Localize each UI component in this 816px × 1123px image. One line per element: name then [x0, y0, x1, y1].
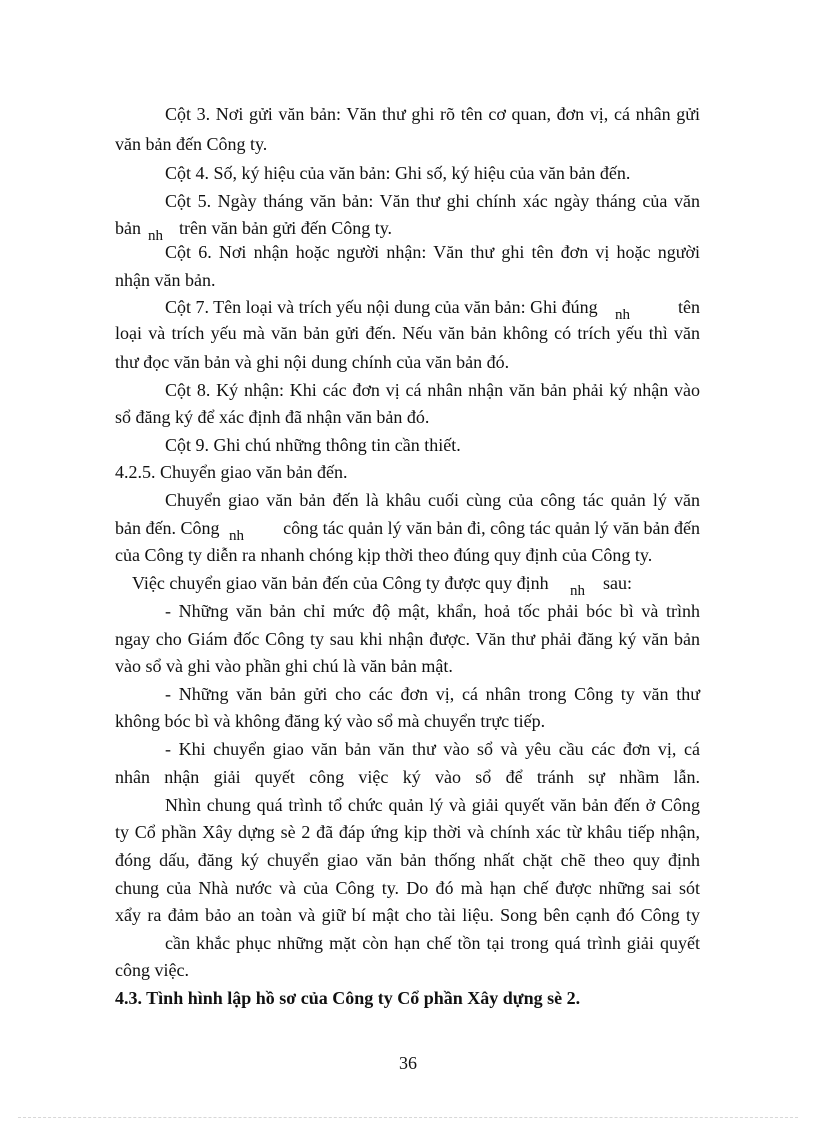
- artifact-glyph: nh: [229, 528, 244, 544]
- text-line: nhận văn bản.: [115, 270, 216, 290]
- text-line: Cột 6. Nơi nhận hoặc người nhận: Văn thư ghi tên đơn vị hoặc người: [165, 242, 700, 262]
- text-line: - Những văn bản gửi cho các đơn vị, cá nhân trong Công ty văn thư: [165, 684, 700, 704]
- text-line: chung của Nhà nước và của Công ty. Do đó mà hạn chế được những sai sót: [115, 878, 700, 898]
- text-line: của Công ty diễn ra nhanh chóng kịp thời theo đúng quy định của Công ty.: [115, 545, 653, 565]
- text-fragment: bản: [115, 218, 141, 238]
- text-line: xẩy ra đảm bảo an toàn và giữ bí mật cho tài liệu. Song bên cạnh đó Công ty: [115, 905, 700, 925]
- text-fragment: tên: [678, 297, 700, 317]
- text-line: thư đọc văn bản và ghi nội dung chính của văn bản đó.: [115, 352, 510, 372]
- artifact-glyph: nh: [148, 228, 163, 244]
- text-line: Cột 9. Ghi chú những thông tin cần thiết.: [165, 435, 461, 455]
- text-line: Nhìn chung quá trình tổ chức quản lý và giải quyết văn bản đến ở Công: [165, 795, 700, 815]
- text-line: ngay cho Giám đốc Công ty sau khi nhận được. Văn thư phải đăng ký văn bản: [115, 629, 700, 649]
- text-line: công việc.: [115, 960, 189, 980]
- text-line: - Khi chuyển giao văn bản văn thư vào sổ và yêu cầu các đơn vị, cá: [165, 739, 700, 759]
- text-fragment: bản đến. Công: [115, 518, 220, 538]
- text-line: loại và trích yếu mà văn bản gửi đến. Nếu văn bản không có trích yếu thì văn: [115, 323, 700, 343]
- section-heading: 4.3. Tình hình lập hồ sơ của Công ty Cổ phần Xây dựng sè 2.: [115, 988, 581, 1008]
- text-line: nhân nhận giải quyết công việc ký vào sổ để tránh sự nhầm lẫn.: [115, 767, 700, 787]
- artifact-glyph: nh: [615, 307, 630, 323]
- text-fragment: công tác quản lý văn bản đi, công tác quản lý văn bản đến: [283, 518, 700, 538]
- section-heading: 4.2.5. Chuyển giao văn bản đến.: [115, 462, 348, 482]
- text-line: văn bản đến Công ty.: [115, 134, 268, 154]
- text-fragment: Cột 7. Tên loại và trích yếu nội dung của văn bản: Ghi đúng: [165, 297, 598, 317]
- text-line: sổ đăng ký để xác định đã nhận văn bản đó.: [115, 407, 430, 427]
- text-line: - Những văn bản chỉ mức độ mật, khẩn, hoả tốc phải bóc bì và trình: [165, 601, 700, 621]
- text-line: Cột 3. Nơi gửi văn bản: Văn thư ghi rõ tên cơ quan, đơn vị, cá nhân gửi: [165, 104, 700, 124]
- text-line: [115, 513, 700, 543]
- text-line: không bóc bì và không đăng ký vào sổ mà chuyển trực tiếp.: [115, 711, 546, 731]
- text-line: [132, 568, 700, 598]
- text-line: đóng dấu, đăng ký chuyển giao văn bản thống nhất chặt chẽ theo quy định: [115, 850, 700, 870]
- text-line: vào sổ và ghi vào phần ghi chú là văn bản mật.: [115, 656, 453, 676]
- text-line: Cột 5. Ngày tháng văn bản: Văn thư ghi chính xác ngày tháng của văn: [165, 191, 700, 211]
- text-fragment: Việc chuyển giao văn bản đến của Công ty được quy định: [132, 573, 549, 593]
- text-fragment: trên văn bản gửi đến Công ty.: [179, 218, 393, 238]
- bottom-divider: [18, 1117, 798, 1118]
- text-line: ty Cổ phần Xây dựng sè 2 đã đáp ứng kịp thời và chính xác từ khâu tiếp nhận,: [115, 822, 700, 842]
- page-number: 36: [399, 1053, 417, 1073]
- text-line: Chuyển giao văn bản đến là khâu cuối cùng của công tác quản lý văn: [165, 490, 700, 510]
- text-line: Cột 8. Ký nhận: Khi các đơn vị cá nhân nhận văn bản phải ký nhận vào: [165, 380, 700, 400]
- text-line: cần khắc phục những mặt còn hạn chế tồn tại trong quá trình giải quyết: [165, 933, 700, 953]
- artifact-glyph: nh: [570, 583, 585, 599]
- text-line: Cột 4. Số, ký hiệu của văn bản: Ghi số, ký hiệu của văn bản đến.: [165, 163, 631, 183]
- text-fragment: sau:: [603, 573, 632, 593]
